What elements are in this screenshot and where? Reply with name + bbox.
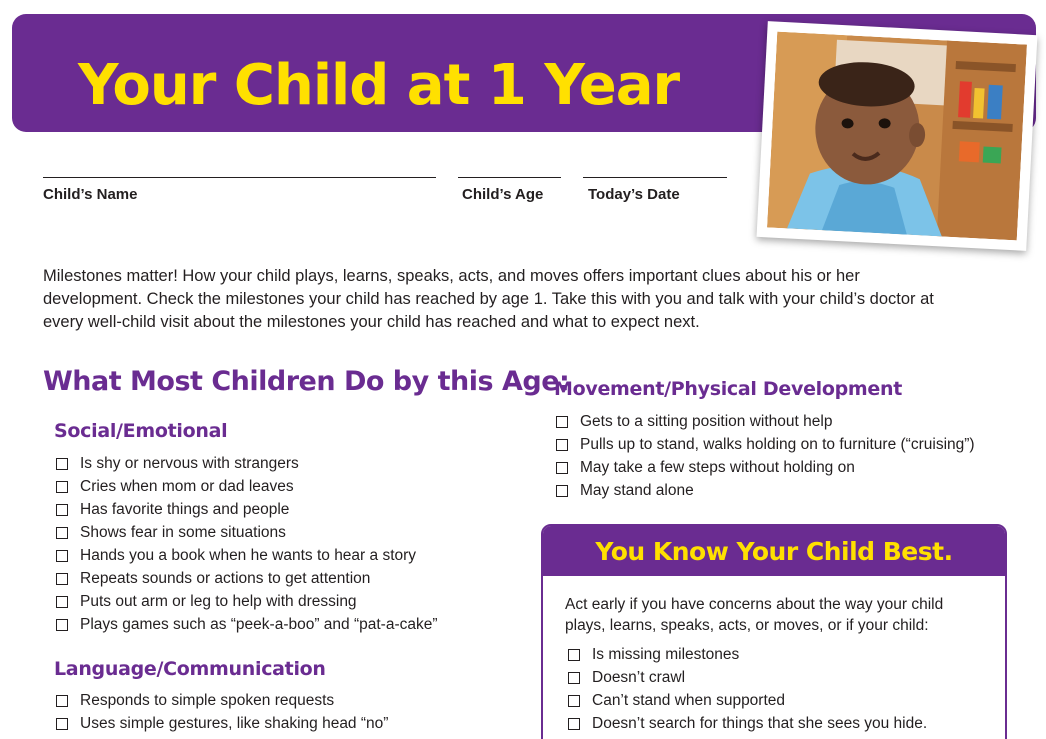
checkbox[interactable] [56, 596, 68, 608]
list-item-label: Uses simple gestures, like shaking head “no” [80, 714, 389, 732]
list-item-label: Gets to a sitting position without help [580, 412, 833, 430]
child-age-line [458, 177, 561, 178]
checkbox[interactable] [56, 695, 68, 707]
social-emotional-heading: Social/Emotional [54, 420, 228, 442]
checkbox[interactable] [556, 485, 568, 497]
today-date-line [583, 177, 727, 178]
checkbox[interactable] [56, 619, 68, 631]
list-item[interactable] [56, 475, 438, 498]
list-item[interactable] [56, 521, 438, 544]
checkbox[interactable] [556, 462, 568, 474]
movement-heading: Movement/Physical Development [554, 378, 903, 400]
child-photo [757, 21, 1038, 251]
movement-list [556, 410, 975, 502]
checkbox[interactable] [568, 649, 580, 661]
list-item-label: Is missing milestones [592, 645, 740, 663]
list-item-label: Responds to simple spoken requests [80, 691, 335, 709]
intro-paragraph: Milestones matter! How your child plays, learns, speaks, acts, and moves offers important clues about his or her development. Check the milestones your child has reached by age 1. Take this with you and talk with your child’s doctor at every well-child visit about the milestones your child has reached and what to expect next. [43, 267, 934, 331]
language-communication-list [56, 689, 388, 735]
list-item-label: Can’t stand when supported [592, 691, 786, 709]
checkbox[interactable] [56, 527, 68, 539]
box-header [543, 526, 1005, 576]
child-age-label: Child’s Age [462, 186, 544, 203]
checkbox[interactable] [56, 550, 68, 562]
language-communication-heading: Language/Communication [54, 658, 326, 680]
checkbox[interactable] [56, 504, 68, 516]
list-item-label: Puts out arm or leg to help with dressing [80, 592, 357, 610]
list-item[interactable] [568, 712, 927, 735]
list-item[interactable] [56, 712, 388, 735]
list-item[interactable] [56, 689, 388, 712]
list-item[interactable] [568, 666, 927, 689]
list-item-label: Shows fear in some situations [80, 523, 286, 541]
list-item[interactable] [56, 613, 438, 636]
child-photo-illustration [767, 32, 1027, 241]
checkbox[interactable] [56, 481, 68, 493]
checkbox[interactable] [56, 573, 68, 585]
list-item[interactable] [56, 590, 438, 613]
box-text: Act early if you have concerns about the way your child plays, learns, speaks, acts, or moves, or if your child: [565, 596, 944, 634]
checkbox[interactable] [556, 439, 568, 451]
list-item-label: Has favorite things and people [80, 500, 290, 518]
list-item[interactable] [568, 689, 927, 712]
list-item-label: Plays games such as “peek-a-boo” and “pat-a-cake” [80, 615, 438, 633]
today-date-label: Today’s Date [588, 186, 680, 203]
concerns-list [568, 643, 927, 735]
checkbox[interactable] [568, 695, 580, 707]
checkbox[interactable] [568, 672, 580, 684]
list-item-label: May take a few steps without holding on [580, 458, 855, 476]
list-item[interactable] [556, 433, 975, 456]
list-item[interactable] [56, 567, 438, 590]
list-item-label: Repeats sounds or actions to get attention [80, 569, 371, 587]
box-title: You Know Your Child Best. [595, 536, 953, 566]
list-item[interactable] [556, 456, 975, 479]
checkbox[interactable] [568, 718, 580, 730]
list-item[interactable] [556, 479, 975, 502]
list-item-label: Cries when mom or dad leaves [80, 477, 294, 495]
page-title: Your Child at 1 Year [78, 53, 680, 118]
list-item[interactable] [56, 498, 438, 521]
social-emotional-list [56, 452, 438, 636]
main-heading: What Most Children Do by this Age: [43, 366, 570, 397]
list-item-label: Hands you a book when he wants to hear a story [80, 546, 417, 564]
know-your-child-box [541, 524, 1007, 739]
list-item[interactable] [556, 410, 975, 433]
list-item-label: May stand alone [580, 481, 694, 499]
child-name-line [43, 177, 436, 178]
checkbox[interactable] [56, 718, 68, 730]
list-item-label: Doesn’t search for things that she sees you hide. [592, 714, 928, 732]
checkbox[interactable] [556, 416, 568, 428]
list-item-label: Doesn’t crawl [592, 668, 686, 686]
list-item[interactable] [56, 544, 438, 567]
list-item-label: Pulls up to stand, walks holding on to furniture (“cruising”) [580, 435, 975, 453]
checkbox[interactable] [56, 458, 68, 470]
list-item[interactable] [568, 643, 927, 666]
list-item-label: Is shy or nervous with strangers [80, 454, 299, 472]
child-name-label: Child’s Name [43, 186, 138, 203]
list-item[interactable] [56, 452, 438, 475]
